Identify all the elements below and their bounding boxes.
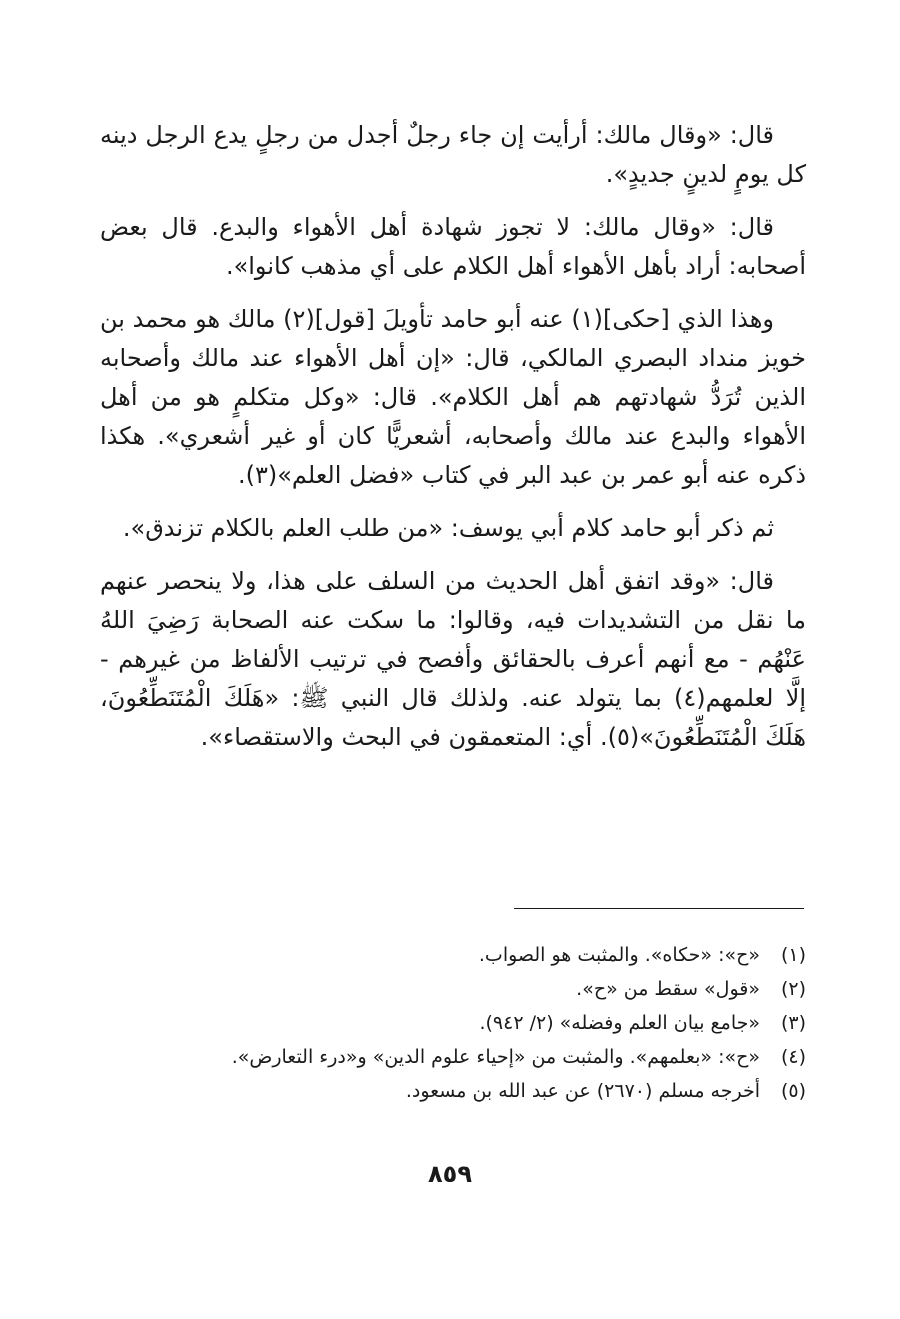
footnote-number: (٣) (780, 1012, 806, 1034)
footnote (100, 1074, 806, 1108)
footnote-number: (٥) (780, 1080, 806, 1102)
footnote-text: أخرجه مسلم (٢٦٧٠) عن عبد الله بن مسعود. (405, 1080, 760, 1102)
footnote-text: «قول» سقط من «ح». (576, 978, 760, 1000)
footnote-number: (١) (780, 944, 806, 966)
main-text (100, 116, 806, 771)
paragraph-1: قال: «وقال مالك: أرأيت إن جاء رجلٌ أجدل من رجلٍ يدع الرجل دينه كل يومٍ لدينٍ جديدٍ». (100, 121, 806, 188)
footnote-text: «ح»: «حكاه». والمثبت هو الصواب. (478, 944, 760, 966)
paragraph-5: قال: «وقد اتفق أهل الحديث من السلف على هذا، ولا ينحصر عنهم ما نقل من التشديدات فيه، وقالوا: ما سكت عنه الصحابة رَضِيَ اللهُ عَنْهُم - مع أنهم أعرف بالحقائق وأفصح في ترتيب الألفاظ من غيرهم - إلَّا لعلمهم(٤) بما يتولد عنه. ولذلك قال النبي ﷺ: «هَلَكَ الْمُتَنَطِّعُونَ، هَلَكَ الْمُتَنَطِّعُونَ»(٥). أي: المتعمقون في البحث والاستقصاء». (100, 567, 807, 751)
footnote-text: «جامع بيان العلم وفضله» (٢/ ٩٤٢). (479, 1012, 760, 1034)
footnote (100, 938, 806, 972)
footnote-number: (٢) (780, 978, 806, 1000)
footnote (100, 1040, 806, 1074)
paragraph-4: ثم ذكر أبو حامد كلام أبي يوسف: «من طلب العلم بالكلام تزندق». (122, 514, 774, 542)
footnote-separator (514, 908, 804, 909)
footnote-text: «ح»: «بعلمهم». والمثبت من «إحياء علوم الدين» و«درء التعارض». (231, 1046, 760, 1068)
footnote-number: (٤) (780, 1046, 806, 1068)
footnote (100, 972, 806, 1006)
page-number: ٨٥٩ (428, 1160, 472, 1188)
footnotes (100, 938, 806, 1108)
paragraph-2: قال: «وقال مالك: لا تجوز شهادة أهل الأهواء والبدع. قال بعض أصحابه: أراد بأهل الأهواء أهل الكلام على أي مذهب كانوا». (100, 213, 806, 280)
paragraph-3: وهذا الذي [حكى](١) عنه أبو حامد تأويلَ [قول](٢) مالك هو محمد بن خويز منداد البصري المالكي، قال: «إن أهل الأهواء عند مالك وأصحابه الذين تُرَدُّ شهادتهم هم أهل الكلام». قال: «وكل متكلمٍ هو من أهل الأهواء والبدع عند مالك وأصحابه، أشعريًّا كان أو غير أشعري». هكذا ذكره عنه أبو عمر بن عبد البر في كتاب «فضل العلم»(٣). (100, 305, 806, 489)
footnote (100, 1006, 806, 1040)
